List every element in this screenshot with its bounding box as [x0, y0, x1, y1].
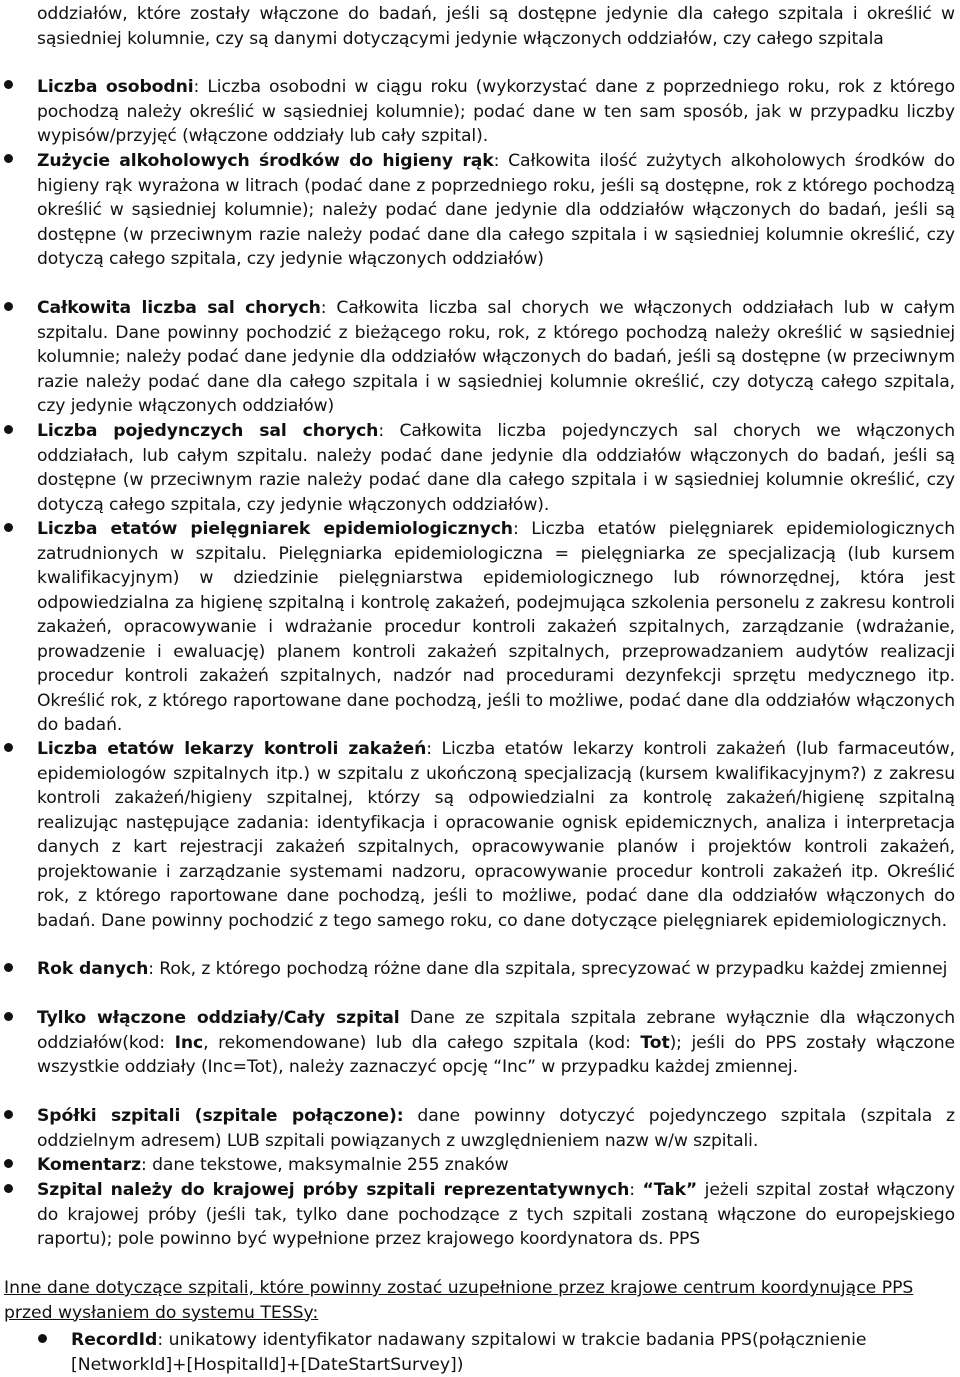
bullet-icon — [4, 425, 13, 434]
list-item: Szpital należy do krajowej próby szpitali reprezentatywnych: “Tak” jeżeli szpital został włączony do krajowej próby (jeśli tak, tylko dane pochodzące z tych szpitali zostaną włączone do europejskiego raportu); pole powinno być wypełnione przez krajowego koordynatora ds. PPS — [37, 1180, 955, 1249]
section-heading: Inne dane dotyczące szpitali, które powinny zostać uzupełnione przez krajowe centrum koordynujące PPS przed wysłaniem do systemu TESSy: — [4, 1278, 914, 1323]
list-item: Tylko włączone oddziały/Cały szpital Dane ze szpitala szpitala zebrane wyłącznie dla włączonych oddziałów(kod: Inc, rekomendowane) lub dla całego szpitala (kod: Tot); jeśli do PPS zostały włączone wszystkie oddziały (Inc=Tot), należy zaznaczyć opcję “Inc” w przypadku każdej zmiennej. — [37, 1008, 955, 1077]
intro-paragraph: oddziałów, które zostały włączone do badań, jeśli są dostępne jedynie dla całego szpitala i określić w sąsiedniej kolumnie, czy są danymi dotyczącymi jedynie włączonych oddziałów, czy całego szpitala — [37, 4, 955, 49]
list-item: Rok danych: Rok, z którego pochodzą różne dane dla szpitala, sprecyzować w przypadku każdej zmiennej — [37, 959, 948, 979]
bullet-icon — [4, 80, 13, 89]
bullet-icon — [4, 1110, 13, 1119]
list-item: Liczba etatów pielęgniarek epidemiologicznych: Liczba etatów pielęgniarek epidemiologicznych zatrudnionych w szpitalu. Pielęgniarka epidemiologiczna = pielęgniarka ze specjalizacją (lub kursem kwalifikacyjnym) w dziedzinie pielęgniarstwa epidemiologicznego lub równorzędnej, która jest odpowiedzialna za higienę szpitalną i kontrolę zakażeń, podejmująca szkolenia personelu z zakresu kontroli zakażeń, opracowywanie i wdrażanie procedur kontroli zakażeń szpitalnych, zarządzanie (wdrażanie, prowadzenie i ewaluację) planem kontroli zakażeń szpitalnych, przeprowadzaniem audytów realizacji procedur kontroli zakażeń szpitalnych, nadzór nad procedurami dezynfekcji sprzętu medycznego itp. Określić rok, z którego raportowane dane pochodzą, jeśli to możliwe, podać dane dla oddziałów włączonych do badań. — [37, 519, 956, 735]
bullet-icon — [4, 523, 13, 532]
bullet-icon — [4, 1012, 13, 1021]
list-item: Liczba pojedynczych sal chorych: Całkowita liczba pojedynczych sal chorych we włączonych oddziałach, lub całym szpitalu. należy podać dane jedynie dla oddziałów włączonych do badań, jeśli są dostępne (w przeciwnym razie należy podać dane dla całego szpitala i w sąsiedniej kolumnie określić, czy dotyczą całego szpitala, czy jedynie włączonych oddziałów). — [37, 421, 955, 515]
list-item: Liczba etatów lekarzy kontroli zakażeń: Liczba etatów lekarzy kontroli zakażeń (lub farmaceutów, epidemiologów szpitalnych itp.) w szpitalu z ukończoną specjalizacją (kursem kwalifikacyjnym?) z zakresu kontroli zakażeń/higieny szpitalnej, którzy są odpowiedzialni za kontrolę zakażeń/higienę szpitalną realizując następujące zadania: identyfikacja i opracowanie ognisk epidemicznych, analiza i interpretacja danych z kart rejestracji zakażeń szpitalnych, opracowywanie planów i projektów kontroli zakażeń, projektowanie i zarządzanie systemami nadzoru, opracowywanie procedur kontroli zakażeń itp. Określić rok, z którego raportowane dane pochodzą, jeśli to możliwe, podać dane dla oddziałów włączonych do badań. Dane powinny pochodzić z tego samego roku, co dane dotyczące pielęgniarek epidemiologicznych. — [37, 739, 955, 931]
bullet-icon — [4, 154, 13, 163]
list-item: Liczba osobodni: Liczba osobodni w ciągu roku (wykorzystać dane z poprzedniego roku, rok z którego pochodzą należy określić w sąsiedniej kolumnie); podać dane w ten sam sposób, jak w przypadku liczby wypisów/przyjęć (włączone oddziały lub cały szpital). — [37, 77, 956, 146]
list-item: Komentarz: dane tekstowe, maksymalnie 255 znaków — [37, 1155, 509, 1175]
bullet-icon — [4, 743, 13, 752]
bullet-icon — [38, 1334, 47, 1343]
bullet-icon — [4, 1184, 13, 1193]
bullet-icon — [4, 1159, 13, 1168]
list-item: RecordId: unikatowy identyfikator nadawany szpitalowi w trakcie badania PPS(połącznienie [NetworkId]+[HospitalId]+[DateStartSurvey]) — [71, 1330, 867, 1375]
list-item: Spółki szpitali (szpitale połączone): dane powinny dotyczyć pojedynczego szpitala (szpitala z oddzielnym adresem) LUB szpitali powiązanych z uwzględnieniem nazw w/w szpitali. — [37, 1106, 955, 1151]
list-item: Całkowita liczba sal chorych: Całkowita liczba sal chorych we włączonych oddziałach lub w całym szpitalu. Dane powinny pochodzić z bieżącego roku, rok, z którego pochodzą należy określić w sąsiedniej kolumnie; należy podać dane jedynie dla oddziałów włączonych do badań, jeśli są dostępne (w przeciwnym razie należy podać dane dla całego szpitala i w sąsiedniej kolumnie określić, czy dotyczą całego szpitala, czy jedynie włączonych oddziałów) — [37, 298, 955, 416]
bullet-icon — [4, 963, 13, 972]
list-item: Zużycie alkoholowych środków do higieny rąk: Całkowita ilość zużytych alkoholowych środków do higieny rąk wyrażona w litrach (podać dane z poprzedniego roku, jeśli są dostępne, rok z którego pochodzą określić w sąsiedniej kolumnie); należy podać dane jedynie dla oddziałów włączonych do badań, jeśli są dostępne (w przeciwnym razie należy podać dane dla całego szpitala i w sąsiedniej kolumnie określić, czy dotyczą całego szpitala, czy jedynie włączonych oddziałów) — [37, 151, 955, 269]
bullet-icon — [4, 302, 13, 311]
